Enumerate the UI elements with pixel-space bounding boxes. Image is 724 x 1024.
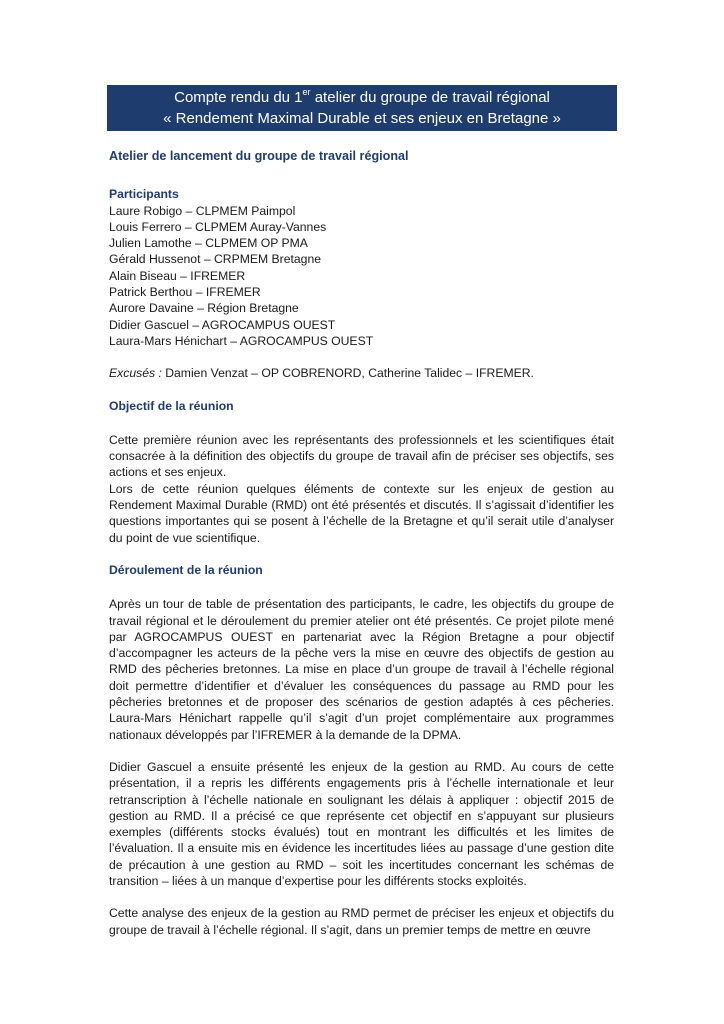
participant-item: Gérald Hussenot – CRPMEM Bretagne — [109, 252, 322, 267]
participant-item: Laura-Mars Hénichart – AGROCAMPUS OUEST — [109, 333, 374, 348]
objectif-paragraph-1: Cette première réunion avec les représentants des professionnels et les scientifiques était consacrée à la définition des objectifs du groupe de travail afin de préciser ses objectifs, ses actions et ses enjeux. — [109, 432, 614, 480]
participant-item: Louis Ferrero – CLPMEM Auray-Vannes — [109, 219, 327, 234]
objectif-heading: Objectif de la réunion — [109, 398, 234, 413]
report-title-banner — [107, 85, 617, 131]
deroulement-paragraph-2: Didier Gascuel a ensuite présenté les enjeux de la gestion au RMD. Au cours de cette présentation, il a repris les différents engagements pris à l’échelle internationale et leur retranscription à l’échelle nationale en soulignant les délais à appliquer : objectif 2015 de gestion au RMD. Il a précisé ce que représente cet objectif en s’appuyant sur plusieurs exemples (différents stocks évalués) tout en montrant les difficultés et les limites de l’évaluation. Il a ensuite mis en évidence les incertitudes liées au passage d’une gestion dite de précaution à une gestion au RMD – soit les incertitudes concernant les schémas de transition – liées à un manque d’expertise pour les différents stocks exploités. — [109, 759, 614, 888]
participant-item: Aurore Davaine – Région Bretagne — [109, 301, 299, 316]
document-body — [109, 148, 614, 938]
participants-list — [109, 203, 614, 350]
objectif-paragraph-2: Lors de cette réunion quelques éléments de contexte sur les enjeux de gestion au Rendement Maximal Durable (RMD) ont été présentés et discutés. Il s’agissait d’identifier les questions importantes qui se posent à l’échelle de la Bretagne et qu’il serait utile d’analyser du point de vue scientifique. — [109, 481, 614, 545]
excuses-text: Damien Venzat – OP COBRENORD, Catherine Talidec – IFREMER. — [161, 366, 534, 381]
participants-heading: Participants — [109, 187, 179, 202]
excuses-line — [109, 365, 614, 381]
participant-item: Laure Robigo – CLPMEM Paimpol — [109, 203, 296, 218]
section-title: Atelier de lancement du groupe de travail régional — [109, 149, 409, 163]
participant-item: Patrick Berthou – IFREMER — [109, 285, 261, 300]
ordinal-superscript: er — [302, 87, 311, 97]
participant-item: Alain Biseau – IFREMER — [109, 268, 246, 283]
deroulement-paragraph-3: Cette analyse des enjeux de la gestion au RMD permet de préciser les enjeux et objectifs du groupe de travail à l’échelle régional. Il s’agit, dans un premier temps de mettre en œuvre — [109, 906, 614, 937]
deroulement-heading: Déroulement de la réunion — [109, 562, 263, 577]
participant-item: Julien Lamothe – CLPMEM OP PMA — [109, 236, 308, 251]
report-title-line2: « Rendement Maximal Durable et ses enjeux en Bretagne » — [163, 110, 561, 127]
deroulement-paragraph-1: Après un tour de table de présentation des participants, le cadre, les objectifs du groupe de travail régional et le déroulement du premier atelier ont été présentés. Ce projet pilote mené par AGROCAMPUS OUEST en partenariat avec la Région Bretagne a pour objectif d’accompagner les acteurs de la pêche vers la mise en œuvre des objectifs de gestion au RMD des pêcheries bretonnes. La mise en place d’un groupe de travail à l’échelle régional doit permettre d’identifier et d’évaluer les conséquences du passage au RMD pour les pêcheries bretonnes et de proposer des scénarios de gestion adaptés à ces pêcheries. Laura-Mars Hénichart rappelle qu’il s’agit d’un projet complémentaire aux programmes nationaux développés par l’IFREMER à la demande de la DPMA. — [109, 597, 614, 742]
participant-item: Didier Gascuel – AGROCAMPUS OUEST — [109, 317, 336, 332]
excuses-label: Excusés : — [109, 366, 162, 381]
report-title-line1: Compte rendu du 1er atelier du groupe de travail régional — [174, 87, 550, 106]
